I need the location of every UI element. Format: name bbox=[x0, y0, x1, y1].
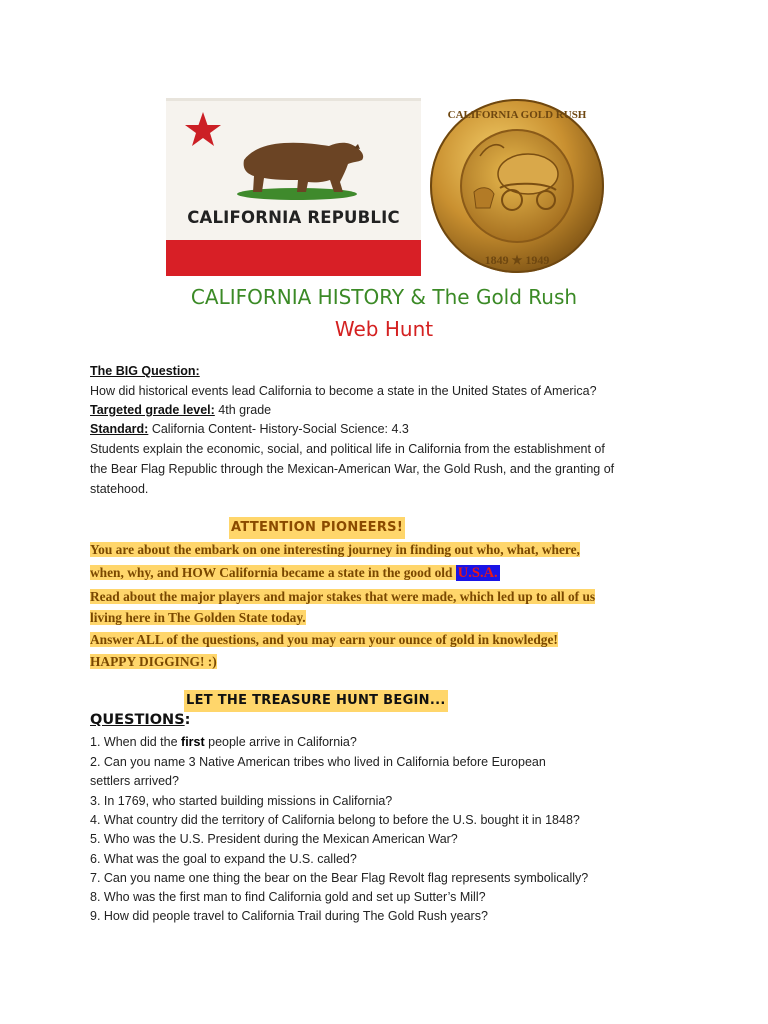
svg-text:1849 ★ 1949: 1849 ★ 1949 bbox=[484, 253, 550, 267]
question-1-bold: first bbox=[181, 735, 205, 749]
bear-flag-icon bbox=[166, 98, 421, 276]
grade-level-line bbox=[90, 401, 271, 421]
question-7: 7. Can you name one thing the bear on the Bear Flag Revolt flag represents symbolically? bbox=[90, 871, 589, 885]
question-2-line-1: 2. Can you name 3 Native American tribes who lived in California before European bbox=[90, 755, 546, 769]
california-flag-image bbox=[166, 98, 421, 276]
attention-line-6 bbox=[90, 651, 217, 673]
attention-text-1: You are about the embark on one interesting journey in finding out who, what, where, bbox=[90, 542, 580, 557]
treasure-hunt-heading: LET THE TREASURE HUNT BEGIN... bbox=[184, 690, 448, 712]
question-8: 8. Who was the first man to find California gold and set up Sutter’s Mill? bbox=[90, 890, 486, 904]
attention-heading: ATTENTION PIONEERS! bbox=[229, 517, 405, 539]
attention-line-1 bbox=[90, 539, 580, 561]
page-subtitle: Web Hunt bbox=[334, 317, 434, 341]
standard-description-2: the Bear Flag Republic through the Mexican-American War, the Gold Rush, and the granting of bbox=[90, 462, 615, 476]
grade-level-label: Targeted grade level: bbox=[90, 403, 215, 417]
attention-line-2 bbox=[90, 562, 500, 584]
standard-line bbox=[90, 420, 409, 440]
question-3: 3. In 1769, who started building missions in California? bbox=[90, 794, 393, 808]
big-question-text: How did historical events lead California to become a state in the United States of America? bbox=[90, 384, 597, 398]
question-5: 5. Who was the U.S. President during the Mexican American War? bbox=[90, 832, 458, 846]
question-4: 4. What country did the territory of California belong to before the U.S. bought it in 1848? bbox=[90, 813, 580, 827]
question-1 bbox=[90, 733, 357, 753]
usa-highlight: U.S.A. bbox=[457, 565, 498, 581]
grade-level-value: 4th grade bbox=[214, 403, 272, 417]
standard-label: Standard: bbox=[90, 422, 149, 436]
attention-text-3: Read about the major players and major stakes that were made, which led up to all of us bbox=[90, 589, 596, 604]
question-1-post: people arrive in California? bbox=[204, 735, 357, 749]
attention-line-5 bbox=[90, 629, 558, 651]
standard-value: California Content- History-Social Science: 4.3 bbox=[148, 422, 409, 436]
svg-text:CALIFORNIA GOLD RUSH: CALIFORNIA GOLD RUSH bbox=[447, 109, 587, 121]
questions-heading-text: QUESTIONS bbox=[90, 712, 185, 728]
standard-description-1: Students explain the economic, social, and political life in California from the establishment of bbox=[90, 442, 605, 456]
attention-line-4 bbox=[90, 607, 306, 629]
question-9: 9. How did people travel to California Trail during The Gold Rush years? bbox=[90, 909, 488, 923]
big-question-label: The BIG Question: bbox=[90, 364, 200, 378]
attention-text-5: Answer ALL of the questions, and you may earn your ounce of gold in knowledge! bbox=[90, 632, 558, 647]
flag-caption: CALIFORNIA REPUBLIC bbox=[187, 208, 400, 227]
gold-rush-medal-image bbox=[428, 96, 606, 276]
question-1-pre: 1. When did the bbox=[90, 735, 182, 749]
question-6: 6. What was the goal to expand the U.S. called? bbox=[90, 852, 357, 866]
question-2-line-2: settlers arrived? bbox=[90, 774, 179, 788]
questions-heading bbox=[90, 712, 190, 728]
standard-description-3: statehood. bbox=[90, 482, 149, 496]
attention-line-3 bbox=[90, 586, 595, 608]
page-title: CALIFORNIA HISTORY & The Gold Rush bbox=[190, 285, 578, 309]
questions-heading-colon: : bbox=[184, 712, 191, 728]
attention-text-2: when, why, and HOW California became a state in the good old bbox=[90, 565, 456, 580]
attention-text-6: HAPPY DIGGING! :) bbox=[90, 654, 217, 669]
attention-text-4: living here in The Golden State today. bbox=[90, 610, 306, 625]
gold-medal-icon bbox=[428, 96, 606, 276]
